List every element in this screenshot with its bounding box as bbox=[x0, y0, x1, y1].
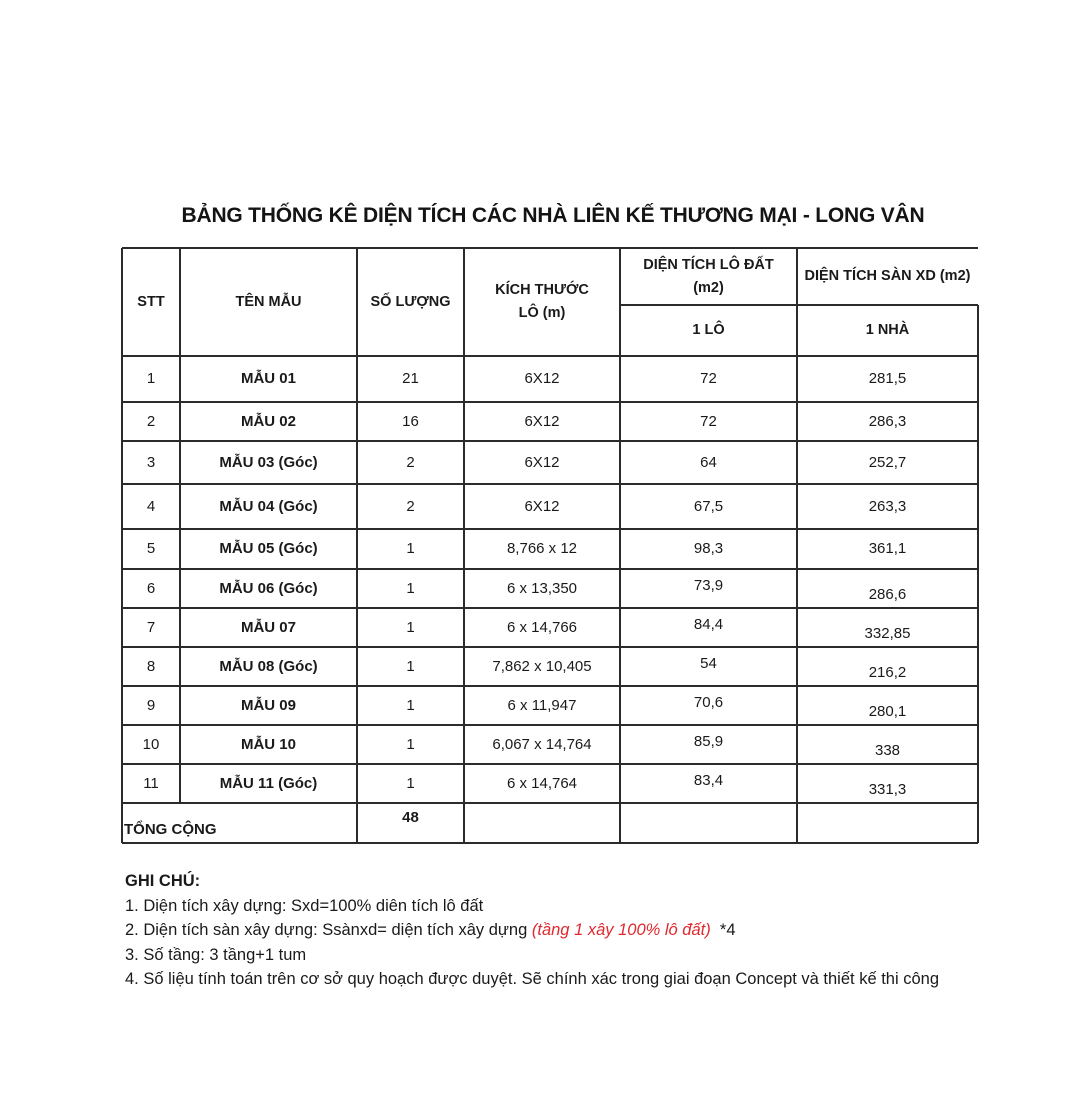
note-line-2-text: 2. Diện tích sàn xây dựng: Ssànxd= diện tích xây dựng bbox=[125, 921, 532, 939]
cell-dien-tich-san: 331,3 bbox=[868, 781, 907, 798]
grid-line-h bbox=[122, 685, 978, 687]
cell-so-luong: 1 bbox=[406, 774, 415, 792]
cell-so-luong: 1 bbox=[406, 735, 415, 753]
cell-so-luong: 1 bbox=[406, 657, 415, 675]
cell-ten-mau: MẪU 05 (Góc) bbox=[219, 540, 318, 557]
grid-line-v bbox=[356, 248, 358, 843]
grid-line-h bbox=[122, 440, 978, 442]
cell-stt: 5 bbox=[146, 540, 156, 557]
cell-dien-tich-lo: 84,4 bbox=[693, 616, 724, 633]
note-line-1: 1. Diện tích xây dựng: Sxd=100% diên tích lô đất bbox=[125, 896, 484, 915]
cell-kich-thuoc: 6 x 13,350 bbox=[506, 579, 578, 597]
cell-stt: 6 bbox=[146, 579, 156, 597]
header-ten-mau: TÊN MẪU bbox=[235, 293, 302, 310]
cell-dien-tich-lo: 64 bbox=[700, 453, 717, 471]
grid-line-h bbox=[122, 483, 978, 485]
cell-kich-thuoc: 7,862 x 10,405 bbox=[492, 657, 592, 675]
cell-dien-tich-san: 280,1 bbox=[868, 703, 907, 720]
cell-ten-mau: MẪU 03 (Góc) bbox=[219, 453, 318, 471]
cell-so-luong: 16 bbox=[402, 412, 419, 430]
grid-line-h bbox=[122, 802, 978, 804]
cell-ten-mau: MẪU 01 bbox=[240, 370, 296, 387]
total-quantity: 48 bbox=[402, 809, 419, 826]
cell-stt: 10 bbox=[142, 735, 160, 753]
header-stt: STT bbox=[137, 293, 165, 310]
notes-section bbox=[125, 869, 939, 992]
cell-ten-mau: MẪU 11 (Góc) bbox=[219, 774, 318, 792]
grid-line-h bbox=[122, 355, 978, 357]
cell-dien-tich-san: 332,85 bbox=[864, 625, 911, 642]
cell-so-luong: 1 bbox=[406, 696, 415, 714]
cell-dien-tich-san: 281,5 bbox=[868, 370, 907, 387]
grid-line-h bbox=[122, 568, 978, 570]
grid-line-h bbox=[122, 646, 978, 648]
cell-so-luong: 1 bbox=[406, 618, 415, 636]
cell-kich-thuoc: 8,766 x 12 bbox=[506, 540, 578, 557]
note-line-2-highlight: (tầng 1 xây 100% lô đất) bbox=[531, 921, 711, 939]
cell-so-luong: 1 bbox=[406, 579, 415, 597]
cell-stt: 8 bbox=[146, 657, 156, 675]
cell-dien-tich-san: 263,3 bbox=[868, 497, 907, 515]
grid-line-v bbox=[179, 248, 181, 803]
cell-kich-thuoc: 6 x 14,766 bbox=[506, 618, 578, 636]
cell-ten-mau: MẪU 07 bbox=[240, 618, 296, 636]
grid-line-v bbox=[121, 248, 123, 843]
page-title: BẢNG THỐNG KÊ DIỆN TÍCH CÁC NHÀ LIÊN KẾ THƯƠNG MẠI - LONG VÂN bbox=[181, 204, 925, 227]
grid-line-h bbox=[122, 724, 978, 726]
cell-dien-tich-lo: 83,4 bbox=[693, 772, 724, 789]
cell-stt: 9 bbox=[146, 696, 156, 714]
cell-kich-thuoc: 6,067 x 14,764 bbox=[492, 735, 592, 753]
cell-dien-tich-san: 216,2 bbox=[868, 664, 907, 681]
cell-stt: 4 bbox=[146, 497, 156, 515]
cell-ten-mau: MẪU 08 (Góc) bbox=[219, 657, 318, 675]
cell-dien-tich-lo: 54 bbox=[700, 655, 717, 672]
grid-line-v bbox=[463, 248, 465, 843]
cell-stt: 7 bbox=[146, 618, 156, 636]
cell-dien-tich-san: 286,3 bbox=[868, 412, 907, 430]
cell-dien-tich-san: 338 bbox=[874, 742, 901, 759]
cell-ten-mau: MẪU 10 bbox=[240, 735, 296, 753]
cell-dien-tich-san: 361,1 bbox=[868, 540, 907, 557]
total-label: TỔNG CỘNG bbox=[124, 821, 217, 838]
header-so-luong: SỐ LƯỢNG bbox=[370, 293, 451, 310]
cell-dien-tich-lo: 72 bbox=[700, 412, 717, 430]
cell-stt: 3 bbox=[146, 453, 156, 471]
cell-kich-thuoc: 6 x 14,764 bbox=[506, 774, 578, 792]
cell-kich-thuoc: 6X12 bbox=[524, 497, 560, 515]
grid-line-h bbox=[122, 528, 978, 530]
grid-line-v bbox=[796, 248, 798, 843]
cell-ten-mau: MẪU 02 bbox=[240, 412, 296, 430]
header-dien-tich-san: DIỆN TÍCH SÀN XD (m2) bbox=[804, 268, 971, 284]
note-line-3: 3. Số tầng: 3 tầng+1 tum bbox=[125, 945, 307, 964]
header-sub-1-lo: 1 LÔ bbox=[692, 322, 725, 338]
cell-ten-mau: MẪU 04 (Góc) bbox=[219, 497, 318, 515]
cell-kich-thuoc: 6 x 11,947 bbox=[507, 696, 577, 714]
cell-dien-tich-lo: 73,9 bbox=[693, 577, 724, 594]
header-sub-1-nha: 1 NHÀ bbox=[865, 322, 910, 338]
cell-dien-tich-lo: 85,9 bbox=[693, 733, 724, 750]
cell-dien-tich-san: 252,7 bbox=[868, 453, 907, 471]
cell-dien-tich-lo: 72 bbox=[700, 370, 717, 387]
cell-kich-thuoc: 6X12 bbox=[524, 412, 560, 430]
cell-kich-thuoc: 6X12 bbox=[524, 370, 560, 387]
cell-dien-tich-lo: 67,5 bbox=[693, 497, 724, 515]
notes-title: GHI CHÚ: bbox=[125, 872, 201, 890]
cell-stt: 1 bbox=[146, 370, 156, 387]
grid-line-h bbox=[122, 842, 978, 844]
header-kich-thuoc: KÍCH THƯỚC LÔ (m) bbox=[495, 282, 589, 321]
cell-stt: 2 bbox=[146, 412, 156, 430]
grid-line-h bbox=[620, 304, 978, 306]
cell-kich-thuoc: 6X12 bbox=[524, 453, 560, 471]
cell-so-luong: 2 bbox=[406, 497, 415, 515]
grid-line-h bbox=[122, 401, 978, 403]
cell-so-luong: 21 bbox=[402, 370, 419, 387]
cell-so-luong: 1 bbox=[406, 540, 415, 557]
grid-line-v bbox=[977, 305, 979, 843]
header-dien-tich-lo: DIỆN TÍCH LÔ ĐẤT (m2) bbox=[643, 256, 774, 296]
note-line-4: 4. Số liệu tính toán trên cơ sở quy hoạch được duyệt. Sẽ chính xác trong giai đoạn Concept và thiết kế thi công bbox=[125, 970, 939, 988]
note-line-2-suffix: *4 bbox=[710, 921, 736, 939]
cell-dien-tich-san: 286,6 bbox=[868, 586, 907, 603]
cell-dien-tich-lo: 70,6 bbox=[693, 694, 724, 711]
cell-ten-mau: MẪU 09 bbox=[240, 696, 296, 714]
cell-stt: 11 bbox=[143, 774, 159, 792]
cell-dien-tich-lo: 98,3 bbox=[693, 540, 724, 557]
cell-so-luong: 2 bbox=[406, 453, 415, 471]
grid-line-v bbox=[619, 248, 621, 843]
grid-line-h bbox=[122, 607, 978, 609]
cell-ten-mau: MẪU 06 (Góc) bbox=[219, 579, 318, 597]
grid-line-h bbox=[122, 763, 978, 765]
note-line-2 bbox=[125, 918, 939, 943]
grid-line-h bbox=[122, 247, 978, 249]
